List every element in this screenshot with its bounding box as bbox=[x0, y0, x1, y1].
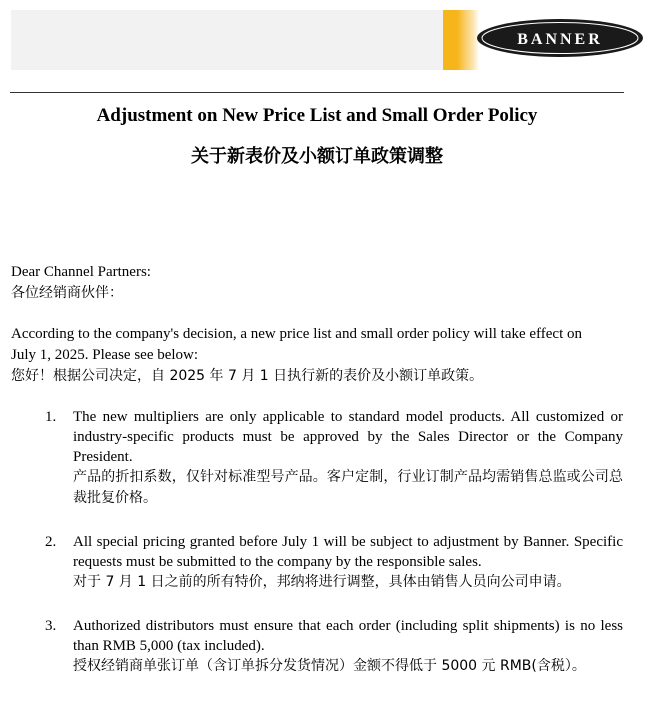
item-number: 3. bbox=[45, 618, 57, 634]
item-chinese: 授权经销商单张订单（含订单拆分发货情况）金额不得低于 5000 元 RMB(含税）。 bbox=[73, 658, 586, 674]
item-english: All special pricing granted before July 1 will be subject to adjustment by Banner. Specific requests must be submitted to the company by the responsible sales. bbox=[73, 534, 623, 570]
banner-logo-text: BANNER bbox=[517, 31, 603, 48]
item-chinese: 对于 7 月 1 日之前的所有特价，邦纳将进行调整，具体由销售人员向公司申请。 bbox=[73, 574, 571, 590]
header-divider bbox=[10, 92, 624, 93]
policy-list bbox=[11, 407, 623, 677]
intro-english-line1: According to the company's decision, a new price list and small order policy will take effect on bbox=[11, 326, 583, 342]
greeting-chinese: 各位经销商伙伴： bbox=[11, 285, 123, 301]
title-chinese: 关于新表价及小额订单政策调整 bbox=[191, 146, 443, 167]
intro-english-line2: July 1, 2025. Please see below: bbox=[11, 347, 199, 363]
item-english: The new multipliers are only applicable to standard model products. All customized or industry-specific products must be approved by the Sales Director or the Company President. bbox=[73, 409, 623, 465]
item-english: Authorized distributors must ensure that each order (including split shipments) is no less than RMB 5,000 (tax included). bbox=[73, 618, 623, 654]
header-band bbox=[11, 10, 443, 70]
intro-chinese: 您好！根据公司决定，自 2025 年 7 月 1 日执行新的表价及小额订单政策。 bbox=[11, 368, 484, 384]
header-gold-stripe bbox=[443, 10, 479, 70]
item-number: 1. bbox=[45, 409, 57, 425]
list-item bbox=[11, 616, 623, 677]
item-number: 2. bbox=[45, 534, 57, 550]
banner-logo bbox=[476, 18, 644, 58]
item-chinese: 产品的折扣系数，仅针对标准型号产品。客户定制，行业订制产品均需销售总监或公司总裁批复价格。 bbox=[73, 469, 623, 506]
greeting-english: Dear Channel Partners: bbox=[11, 264, 151, 280]
list-item bbox=[11, 532, 623, 593]
title-english: Adjustment on New Price List and Small Order Policy bbox=[96, 105, 538, 126]
list-item bbox=[11, 407, 623, 509]
